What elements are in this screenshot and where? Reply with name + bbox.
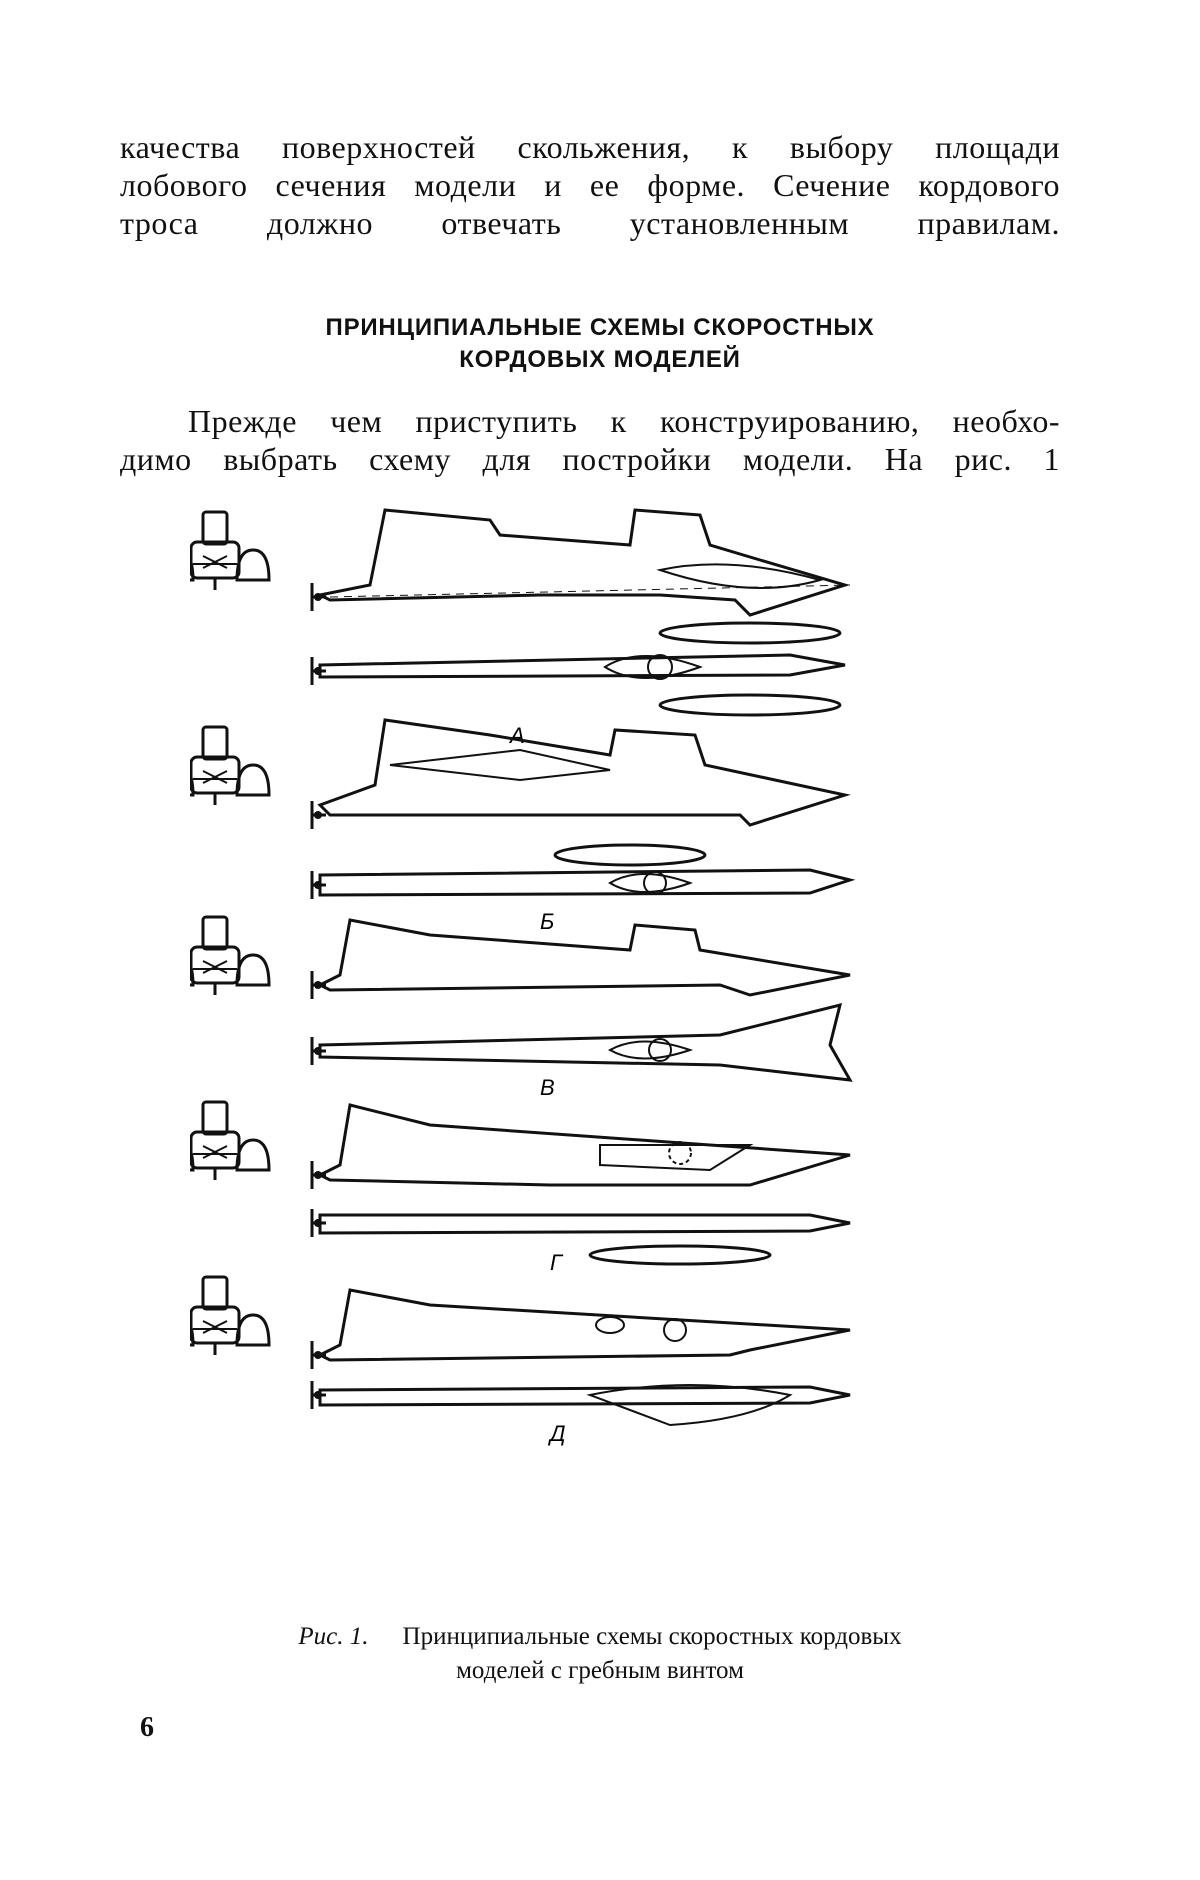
figure-caption-line-2: моделей с гребным винтом — [456, 1657, 744, 1684]
figure-speed-models — [190, 505, 1030, 1595]
variant-a-front-view — [190, 512, 269, 590]
variant-b-front-view — [190, 727, 269, 805]
variant-label-g: Г — [550, 1250, 562, 1275]
variant-label-v: В — [540, 1075, 555, 1100]
variant-label-a: А — [510, 723, 525, 748]
figure-drawing — [190, 505, 1030, 1595]
caption-prefix: Рис. 1. — [298, 1623, 369, 1650]
section-heading — [0, 312, 1200, 376]
variant-v-side-view — [312, 920, 850, 999]
variant-v-top-view — [312, 1005, 850, 1080]
page-number: 6 — [140, 1712, 154, 1743]
variant-g-side-view — [312, 1105, 850, 1189]
body-paragraph — [120, 402, 1060, 478]
intro-paragraph — [120, 128, 1060, 242]
text-line: Прежде чем приступить к конструированию, необхо- — [188, 403, 1060, 439]
figure-caption — [0, 1620, 1200, 1654]
variant-d-front-view — [190, 1277, 269, 1355]
text-line: димо выбрать схему для постройки модели. На рис. 1 — [120, 441, 1060, 477]
text-line: качества поверхностей скольжения, к выбору площади — [120, 129, 1060, 165]
variant-g-front-view — [190, 1102, 269, 1180]
section-heading-line-1: ПРИНЦИПИАЛЬНЫЕ СХЕМЫ СКОРОСТНЫХ — [325, 314, 875, 341]
variant-d-top-view — [312, 1381, 850, 1425]
variant-d-side-view — [312, 1290, 850, 1369]
variant-b-top-view — [312, 845, 850, 899]
variant-a-top-view — [312, 623, 845, 715]
text-line: лобового сечения модели и ее форме. Сечение кордового — [120, 167, 1060, 203]
variant-label-d: Д — [550, 1421, 566, 1446]
section-heading-line-2: КОРДОВЫХ МОДЕЛЕЙ — [459, 346, 741, 373]
text-line: троса должно отвечать установленным правилам. — [120, 205, 1060, 241]
caption-line-1: Принципиальные схемы скоростных кордовых — [402, 1623, 902, 1650]
variant-label-b: Б — [540, 909, 555, 934]
variant-b-side-view — [312, 720, 845, 829]
variant-g-top-view — [312, 1209, 850, 1264]
variant-v-front-view — [190, 917, 269, 995]
variant-a-side-view — [312, 510, 850, 615]
